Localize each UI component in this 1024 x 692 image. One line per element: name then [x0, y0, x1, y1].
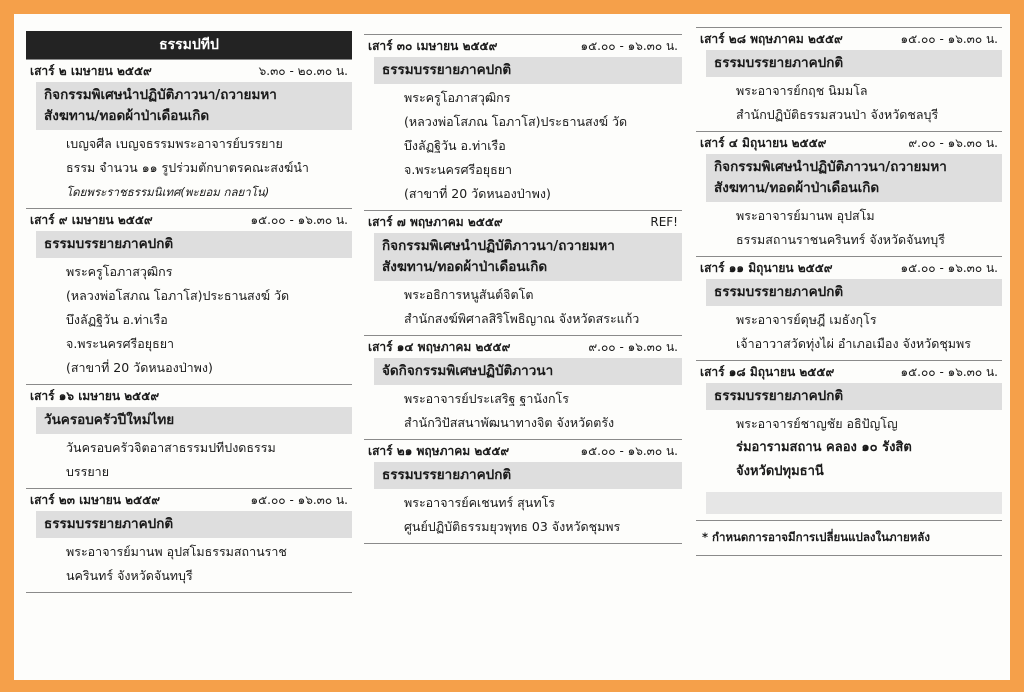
description-line: พระครูโอภาสวุฒิกร — [66, 264, 173, 279]
entry-time: ๑๕.๐๐ - ๑๖.๓๐ น. — [580, 38, 678, 53]
description-line: บึงลัฏฐิวัน อ.ท่าเรือ — [404, 138, 506, 153]
entry-description — [696, 202, 1002, 256]
entry-description — [364, 84, 682, 210]
date-row — [26, 209, 352, 231]
brochure-sheet — [14, 14, 1010, 680]
activity-line: จัดกิจกรรมพิเศษปฏิบัติภาวนา — [382, 363, 554, 379]
activity-line: กิจกรรมพิเศษนำปฏิบัติภาวนา/ถวายมหา — [382, 238, 615, 254]
date-row — [696, 257, 1002, 279]
activity-line: ธรรมบรรยายภาคปกติ — [44, 236, 174, 252]
description-line: สำนักวิปัสสนาพัฒนาทางจิต จังหวัดตรัง — [404, 415, 615, 430]
entry-time: ๑๕.๐๐ - ๑๖.๓๐ น. — [250, 212, 348, 227]
schedule-entry — [26, 209, 352, 385]
entry-date: เสาร์ ๗ พฤษภาคม ๒๕๕๙ — [368, 214, 503, 229]
activity-line: ธรรมบรรยายภาคปกติ — [714, 388, 844, 404]
description-line: เบญจศีล เบญจธรรมพระอาจารย์บรรยาย — [66, 136, 283, 151]
entry-date: เสาร์ ๒๑ พฤษภาคม ๒๕๕๙ — [368, 443, 510, 458]
date-row — [26, 60, 352, 82]
entry-time: ๙.๐๐ - ๑๖.๓๐ น. — [588, 339, 678, 354]
description-line: สำนักปฏิบัติธรรมสวนป่า จังหวัดชลบุรี — [736, 107, 939, 122]
description-line: พระอาจารย์ชาญชัย อธิปัญโญ — [736, 416, 898, 431]
activity-line: สังฆทาน/ทอดผ้าป่าเดือนเกิด — [44, 108, 210, 124]
entry-date: เสาร์ ๑๖ เมษายน ๒๕๕๙ — [30, 388, 160, 403]
description-line: บึงลัฏฐิวัน อ.ท่าเรือ — [66, 312, 168, 327]
activity-title — [706, 154, 1002, 202]
entry-time: ๑๕.๐๐ - ๑๖.๓๐ น. — [900, 31, 998, 46]
schedule-entry — [26, 489, 352, 593]
description-line: พระอาจารย์มานพ อุปสโมธรรมสถานราช — [66, 544, 287, 559]
entry-date: เสาร์ ๒๓ เมษายน ๒๕๕๙ — [30, 492, 161, 507]
entry-time: ๑๕.๐๐ - ๑๖.๓๐ น. — [900, 260, 998, 275]
entry-description — [26, 434, 352, 488]
activity-line: สังฆทาน/ทอดผ้าป่าเดือนเกิด — [714, 180, 880, 196]
description-line: (หลวงพ่อโสภณ โอภาโส)ประธานสงฆ์ วัด — [66, 288, 290, 303]
date-row — [696, 28, 1002, 50]
activity-line: วันครอบครัวปีใหม่ไทย — [44, 412, 175, 428]
entry-description — [364, 489, 682, 543]
description-line: นครินทร์ จังหวัดจันทบุรี — [66, 568, 193, 583]
description-bold-line: ร่มอารามสถาน คลอง ๑๐ รังสิต — [736, 440, 912, 455]
activity-line: ธรรมบรรยายภาคปกติ — [382, 62, 512, 78]
description-line: บรรยาย — [66, 464, 110, 479]
activity-title — [374, 358, 682, 385]
schedule-entry — [364, 34, 682, 211]
grey-strip — [706, 492, 1002, 514]
schedule-entry — [26, 385, 352, 489]
entry-date: เสาร์ ๒ เมษายน ๒๕๕๙ — [30, 63, 152, 78]
entry-date: เสาร์ ๙ เมษายน ๒๕๕๙ — [30, 212, 153, 227]
entry-date: เสาร์ ๓๐ เมษายน ๒๕๕๙ — [368, 38, 498, 53]
description-line: (สาขาที่ 20 วัดหนองป่าพง) — [66, 360, 213, 375]
entry-time: ๑๕.๐๐ - ๑๖.๓๐ น. — [900, 364, 998, 379]
activity-line: ธรรมบรรยายภาคปกติ — [714, 55, 844, 71]
entry-description — [696, 306, 1002, 360]
entry-date: เสาร์ ๑๑ มิถุนายน ๒๕๕๙ — [700, 260, 833, 275]
activity-title — [36, 231, 352, 258]
description-line: จ.พระนครศรีอยุธยา — [66, 336, 175, 351]
activity-title — [374, 462, 682, 489]
activity-line: ธรรมบรรยายภาคปกติ — [44, 516, 174, 532]
schedule-entry — [26, 59, 352, 209]
entry-description — [364, 385, 682, 439]
column-1 — [26, 31, 352, 680]
entry-description — [364, 281, 682, 335]
entry-description — [26, 258, 352, 384]
entry-date: เสาร์ ๑๔ พฤษภาคม ๒๕๕๙ — [368, 339, 511, 354]
description-line: พระอาจารย์ดุษฎี เมธังกุโร — [736, 312, 877, 327]
date-row — [364, 336, 682, 358]
description-line: พระอาจารย์คเชนทร์ สุนทโร — [404, 495, 556, 510]
entry-date: เสาร์ ๒๘ พฤษภาคม ๒๕๕๙ — [700, 31, 843, 46]
page-title: ธรรมปทีป — [26, 31, 352, 59]
description-line: (หลวงพ่อโสภณ โอภาโส)ประธานสงฆ์ วัด — [404, 114, 628, 129]
schedule-entry — [364, 211, 682, 336]
date-row — [26, 489, 352, 511]
schedule-entry — [364, 336, 682, 440]
activity-title — [706, 50, 1002, 77]
description-line: สำนักสงฆ์พิศาลสิริโพธิญาณ จังหวัดสระแก้ว — [404, 311, 640, 326]
entry-description — [696, 410, 1002, 488]
date-row — [364, 440, 682, 462]
entry-description — [696, 77, 1002, 131]
date-row — [364, 35, 682, 57]
activity-line: กิจกรรมพิเศษนำปฏิบัติภาวนา/ถวายมหา — [714, 159, 947, 175]
entry-time: ๑๕.๐๐ - ๑๖.๓๐ น. — [250, 492, 348, 507]
note-entry — [696, 521, 1002, 556]
activity-line: ธรรมบรรยายภาคปกติ — [714, 284, 844, 300]
activity-line: กิจกรรมพิเศษนำปฏิบัติภาวนา/ถวายมหา — [44, 87, 277, 103]
entry-time: REF! — [650, 215, 678, 229]
activity-title — [706, 383, 1002, 410]
schedule-entry — [364, 440, 682, 544]
activity-line: ธรรมบรรยายภาคปกติ — [382, 467, 512, 483]
activity-title — [36, 82, 352, 130]
column-2 — [364, 34, 682, 680]
description-line: ธรรม จำนวน ๑๑ รูปร่วมตักบาตรคณะสงฆ์นำ — [66, 160, 309, 175]
activity-line: สังฆทาน/ทอดผ้าป่าเดือนเกิด — [382, 259, 548, 275]
description-line: พระอาจารย์มานพ อุปสโม — [736, 208, 875, 223]
schedule-entry — [696, 132, 1002, 257]
description-line: ศูนย์ปฏิบัติธรรมยุวพุทธ 03 จังหวัดชุมพร — [404, 519, 621, 534]
description-bold-line: จังหวัดปทุมธานี — [736, 464, 824, 479]
schedule-entry — [696, 361, 1002, 521]
description-line: วันครอบครัวจิตอาสาธรรมปทีปงดธรรม — [66, 440, 276, 455]
description-line: พระครูโอภาสวุฒิกร — [404, 90, 511, 105]
entry-date: เสาร์ ๔ มิถุนายน ๒๕๕๙ — [700, 135, 827, 150]
entry-description — [26, 538, 352, 592]
activity-title — [374, 57, 682, 84]
entry-time: ๖.๓๐ - ๒๐.๓๐ น. — [258, 63, 348, 78]
activity-title — [36, 511, 352, 538]
activity-title — [36, 407, 352, 434]
description-line: จ.พระนครศรีอยุธยา — [404, 162, 513, 177]
activity-title — [374, 233, 682, 281]
date-row — [696, 132, 1002, 154]
description-line: (สาขาที่ 20 วัดหนองป่าพง) — [404, 186, 551, 201]
date-row — [696, 361, 1002, 383]
description-line: พระอธิการหนูสันต์จิตโต — [404, 287, 534, 302]
description-line: ธรรมสถานราชนครินทร์ จังหวัดจันทบุรี — [736, 232, 945, 247]
schedule-note: * กำหนดการอาจมีการเปลี่ยนแปลงในภายหลัง — [702, 530, 930, 544]
column-3 — [696, 27, 1002, 680]
description-line: เจ้าอาวาสวัดทุ่งไผ่ อำเภอเมือง จังหวัดชุมพร — [736, 336, 971, 351]
date-row — [26, 385, 352, 407]
description-italic-line: โดยพระราชธรรมนิเทศ(พะยอม กลยาโน) — [66, 185, 270, 199]
entry-description — [26, 130, 352, 208]
description-line: พระอาจารย์กฤช นิมมโล — [736, 83, 868, 98]
schedule-entry — [696, 257, 1002, 361]
activity-title — [706, 279, 1002, 306]
entry-time: ๑๕.๐๐ - ๑๖.๓๐ น. — [580, 443, 678, 458]
entry-date: เสาร์ ๑๘ มิถุนายน ๒๕๕๙ — [700, 364, 835, 379]
schedule-entry — [696, 27, 1002, 132]
date-row — [364, 211, 682, 233]
description-line: พระอาจารย์ประเสริฐ ฐานังกโร — [404, 391, 569, 406]
entry-time: ๙.๐๐ - ๑๖.๓๐ น. — [908, 135, 998, 150]
